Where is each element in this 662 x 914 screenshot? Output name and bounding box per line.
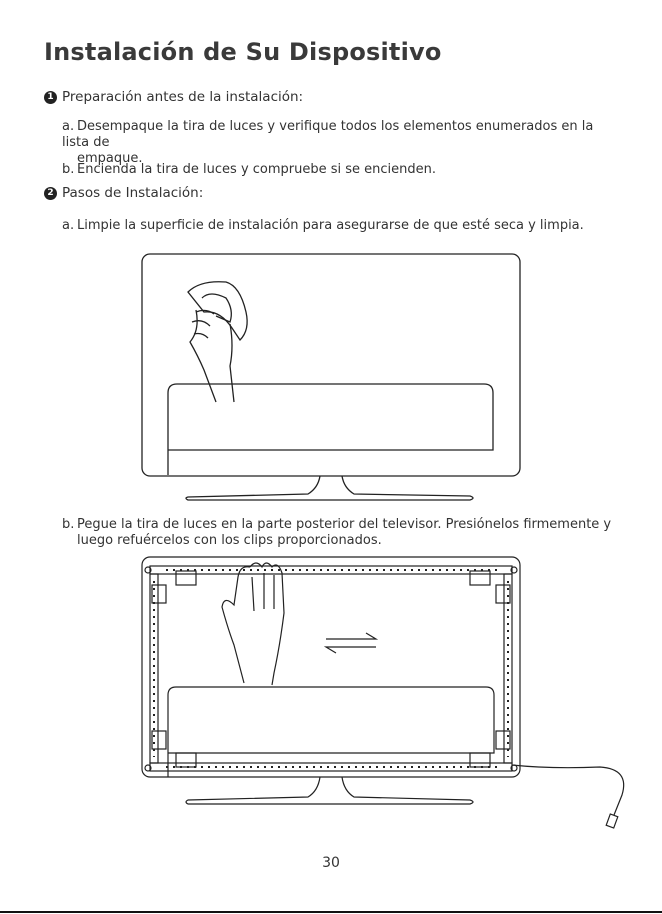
footer-rule	[0, 911, 662, 913]
step-2-label: Pasos de Instalación:	[62, 185, 204, 201]
item-letter: b.	[62, 162, 75, 177]
tv-strip-illustration	[130, 555, 630, 835]
step-number-badge: 1	[44, 91, 57, 104]
step-2b	[62, 517, 622, 549]
step-2a	[62, 218, 622, 234]
item-letter: a.	[62, 119, 75, 134]
page-number: 30	[322, 855, 340, 871]
item-letter: b.	[62, 517, 75, 532]
swap-arrows-icon	[326, 633, 376, 653]
tv-cleaning-illustration	[130, 250, 530, 505]
item-text-cont: empaque.	[77, 151, 143, 166]
usb-plug-icon	[606, 814, 618, 828]
tv-back-frame	[142, 557, 520, 777]
item-text: Pegue la tira de luces en la parte posterior del televisor. Presiónelos firmemente y	[77, 517, 612, 532]
led-strip-bottom	[150, 763, 512, 771]
item-text: Limpie la superficie de instalación para asegurarse de que esté seca y limpia.	[77, 218, 584, 233]
item-text: Encienda la tira de luces y compruebe si se encienden.	[77, 162, 437, 177]
power-cable	[512, 765, 624, 815]
mounting-clips	[152, 571, 510, 767]
tv-stand	[186, 476, 473, 500]
pressing-hand-icon	[222, 563, 284, 685]
step-1a	[62, 119, 622, 167]
tv-frame	[142, 254, 520, 476]
step-1-label: Preparación antes de la instalación:	[62, 89, 304, 105]
step-1-heading	[44, 89, 303, 105]
page-title: Instalación de Su Dispositivo	[44, 38, 442, 66]
item-text-cont: luego refuércelos con los clips proporcionados.	[77, 533, 382, 548]
tv-panel	[168, 384, 493, 475]
led-strip-top	[150, 566, 512, 574]
tv-stand	[186, 777, 473, 804]
item-letter: a.	[62, 218, 75, 233]
item-text: Desempaque la tira de luces y verifique todos los elementos enumerados en la lista de	[62, 119, 594, 150]
step-number-badge: 2	[44, 187, 57, 200]
step-1b	[62, 162, 622, 178]
step-2-heading	[44, 185, 203, 201]
